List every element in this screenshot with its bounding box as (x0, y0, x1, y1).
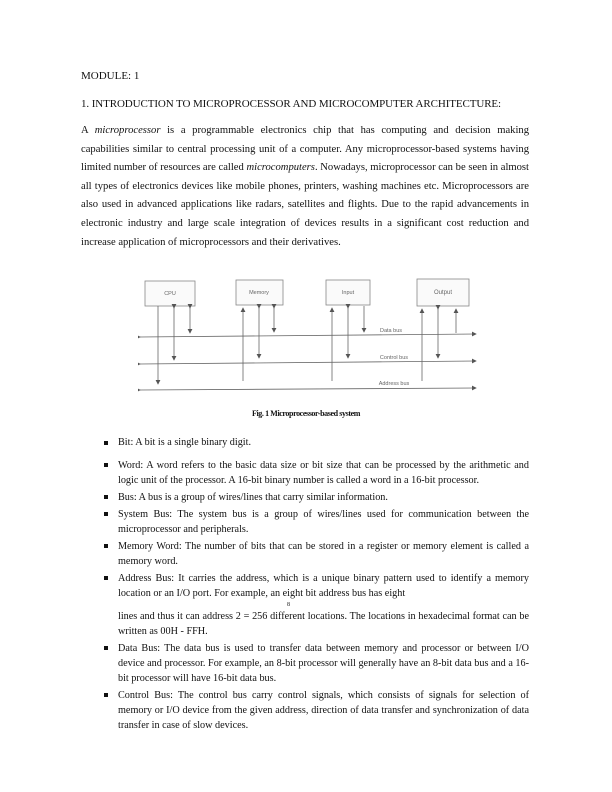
control-bus-label: Control bus (379, 355, 409, 361)
bullet-icon (104, 693, 108, 697)
cpu-label: CPU (164, 291, 176, 297)
bullet-icon (104, 463, 108, 467)
intro-text: A (81, 125, 95, 136)
microprocessor-system-diagram (138, 272, 484, 404)
superscript-exponent: 8 (287, 602, 290, 608)
intro-paragraph (81, 122, 529, 252)
bullet-icon (104, 512, 108, 516)
definition-control-bus: Control Bus: The control bus carry control signals, which consists of signals for selection of memory or I/O device from the given address, direction of data transfer and synchronization of data transfer in case of slow devices. (104, 688, 529, 733)
section-heading: 1. INTRODUCTION TO MICROPROCESSOR AND MICROCOMPUTER ARCHITECTURE: (81, 98, 502, 110)
definition-bus: Bus: A bus is a group of wires/lines that carry similar information. (104, 490, 529, 505)
definition-system-bus: System Bus: The system bus is a group of wires/lines used for communication between the microprocessor and peripherals. (104, 507, 529, 537)
definitions-list (104, 436, 529, 735)
module-label: MODULE: 1 (81, 70, 140, 82)
bullet-icon (104, 495, 108, 499)
intro-text: . Nowadays, microprocessor can be seen in almost all types of electronics devices like mobile phones, printers, washing machines etc. Microprocessors are also used in advanced applications like radars, satellites and flights. Due to the rapid advancements in electronic industry and large scale integration of devices results in a significant cost reduction and increase application of microprocessors and their derivatives. (81, 162, 529, 248)
bullet-icon (104, 544, 108, 548)
term-microprocessor: microprocessor (94, 125, 161, 136)
address-bus-label: Address bus (378, 381, 410, 387)
memory-label: Memory (249, 290, 269, 296)
bullet-icon (104, 576, 108, 580)
bullet-icon (104, 646, 108, 650)
definition-bit: Bit: A bit is a single binary digit. (104, 436, 529, 450)
intro-text: is a programmable electronics chip that has computing and decision making capabilities similar to central processing unit of a computer. Any microprocessor-based systems having limited number of resources are called (81, 125, 530, 174)
definition-address-bus: Address Bus: It carries the address, which is a unique binary pattern used to identify a memory location or an I/O port. For example, an eight bit address bus has eight 8 lines and thus it can address 2 = 256 different locations. The locations in hexadecimal format can be written as 00H - FFH. (104, 571, 529, 639)
term-microcomputers: microcomputers (246, 162, 315, 174)
data-bus-label: Data bus (379, 328, 403, 334)
output-label: Output (433, 290, 453, 296)
definition-word: Word: A word refers to the basic data size or bit size that can be processed by the arithmetic and logic unit of the processor. A 16-bit binary number is called a word in a 16-bit processor. (104, 458, 529, 488)
address-bus-line (140, 388, 476, 390)
definition-memory-word: Memory Word: The number of bits that can be stored in a register or memory element is called a memory word. (104, 539, 529, 569)
data-bus-line (140, 334, 476, 337)
input-label: Input (341, 290, 355, 296)
definition-data-bus: Data Bus: The data bus is used to transfer data between memory and processor or between I/O device and processor. For example, an 8-bit processor will generally have an 8-bit data bus and a 16-bit processor will have 16-bit data bus. (104, 641, 529, 686)
figure-caption: Fig. 1 Microprocessor-based system (251, 409, 360, 418)
bullet-icon (104, 441, 108, 445)
control-bus-line (140, 361, 476, 364)
